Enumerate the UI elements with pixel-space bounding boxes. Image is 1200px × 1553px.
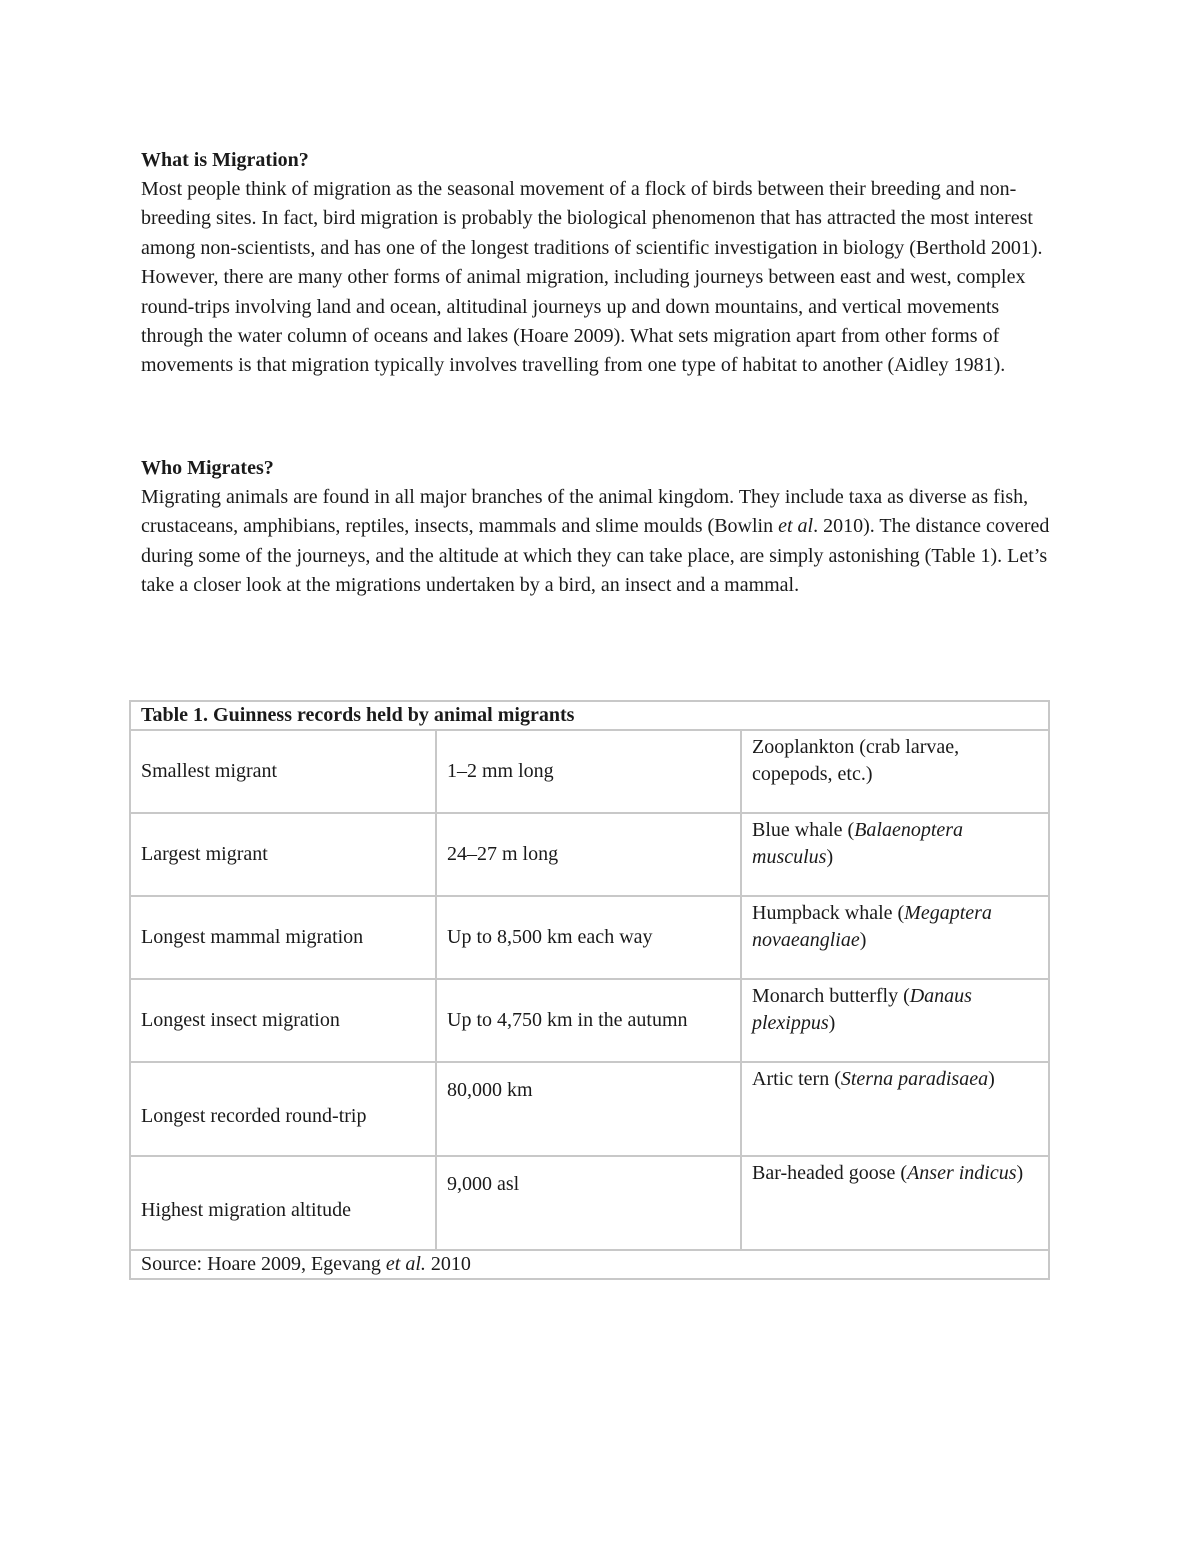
record-cell: Largest migrant — [130, 813, 436, 896]
species-close-paren: ) — [1016, 1162, 1024, 1184]
record-cell: Longest insect migration — [130, 979, 436, 1062]
measure-cell: Up to 8,500 km each way — [436, 896, 741, 979]
measure-cell: 24–27 m long — [436, 813, 741, 896]
species-cell — [741, 979, 1049, 1062]
species-latin-name: Danaus plexippus — [752, 985, 972, 1034]
table-row — [130, 730, 1049, 813]
table-row — [130, 896, 1049, 979]
table-row — [130, 1062, 1049, 1156]
migrant-records-table — [129, 700, 1050, 1280]
measure-cell: 9,000 asl — [436, 1156, 741, 1250]
species-latin-name: Megaptera novaeangliae — [752, 902, 992, 951]
species-cell — [741, 1156, 1049, 1250]
record-cell: Smallest migrant — [130, 730, 436, 813]
species-common-name: Bar-headed goose ( — [752, 1162, 908, 1184]
section-who-migrates — [141, 454, 1061, 601]
source-text: Source: Hoare 2009, Egevang — [141, 1253, 386, 1275]
paragraph-text: . 2010). The distance covered during some of the journeys, and the altitude at which they can take place, are simply astonishing (Table 1). Let’s take a closer look at the migrations undertaken by a bird, an insect and a mammal. — [141, 515, 1050, 597]
table-row — [130, 1156, 1049, 1250]
section-paragraph — [141, 483, 1061, 601]
record-cell: Highest migration altitude — [130, 1156, 436, 1250]
record-cell: Longest mammal migration — [130, 896, 436, 979]
species-latin-name: Anser indicus — [907, 1162, 1017, 1184]
species-cell — [741, 813, 1049, 896]
table-title-row — [130, 701, 1049, 730]
measure-cell: 1–2 mm long — [436, 730, 741, 813]
species-common-name: Monarch butterfly ( — [752, 985, 910, 1007]
section-heading: What is Migration? — [141, 149, 309, 171]
table-title: Table 1. Guinness records held by animal migrants — [130, 701, 1049, 730]
section-heading: Who Migrates? — [141, 457, 274, 479]
table-source-row — [130, 1250, 1049, 1279]
species-cell — [741, 896, 1049, 979]
measure-cell: Up to 4,750 km in the autumn — [436, 979, 741, 1062]
paragraph-italic-text: et al — [778, 515, 814, 538]
record-cell: Longest recorded round-trip — [130, 1062, 436, 1156]
table-row — [130, 979, 1049, 1062]
species-cell — [741, 1062, 1049, 1156]
species-close-paren: ) — [828, 1012, 836, 1034]
section-paragraph: Most people think of migration as the seasonal movement of a flock of birds between their breeding and non-breeding sites. In fact, bird migration is probably the biological phenomenon that has attracted the most interest among non-scientists, and has one of the longest traditions of scientific investigation in biology (Berthold 2001). However, there are many other forms of animal migration, including journeys between east and west, complex round-trips involving land and ocean, altitudinal journeys up and down mountains, and vertical movements through the water column of oceans and lakes (Hoare 2009). What sets migration apart from other forms of movements is that migration typically involves travelling from one type of habitat to another (Aidley 1981). — [141, 178, 1043, 377]
paragraph-text: Migrating animals are found in all major branches of the animal kingdom. They include taxa as diverse as fish, crustaceans, amphibians, reptiles, insects, mammals and slime moulds (Bowlin — [141, 486, 1029, 538]
species-common-name: Zooplankton (crab larvae, copepods, etc.) — [752, 736, 960, 785]
species-close-paren: ) — [826, 846, 834, 868]
species-close-paren: ) — [988, 1068, 995, 1090]
species-common-name: Humpback whale ( — [752, 902, 905, 924]
species-common-name: Blue whale ( — [752, 819, 855, 841]
species-latin-name: Balaenoptera musculus — [752, 819, 964, 868]
table-source — [130, 1250, 1049, 1279]
species-latin-name: Sterna paradisaea — [840, 1068, 989, 1090]
species-cell — [741, 730, 1049, 813]
table-row — [130, 813, 1049, 896]
measure-cell: 80,000 km — [436, 1062, 741, 1156]
source-italic-text: et al. — [385, 1253, 426, 1275]
section-what-is-migration — [141, 146, 1061, 381]
species-close-paren: ) — [859, 929, 867, 951]
species-common-name: Artic tern ( — [752, 1068, 841, 1090]
source-text: 2010 — [425, 1253, 471, 1275]
